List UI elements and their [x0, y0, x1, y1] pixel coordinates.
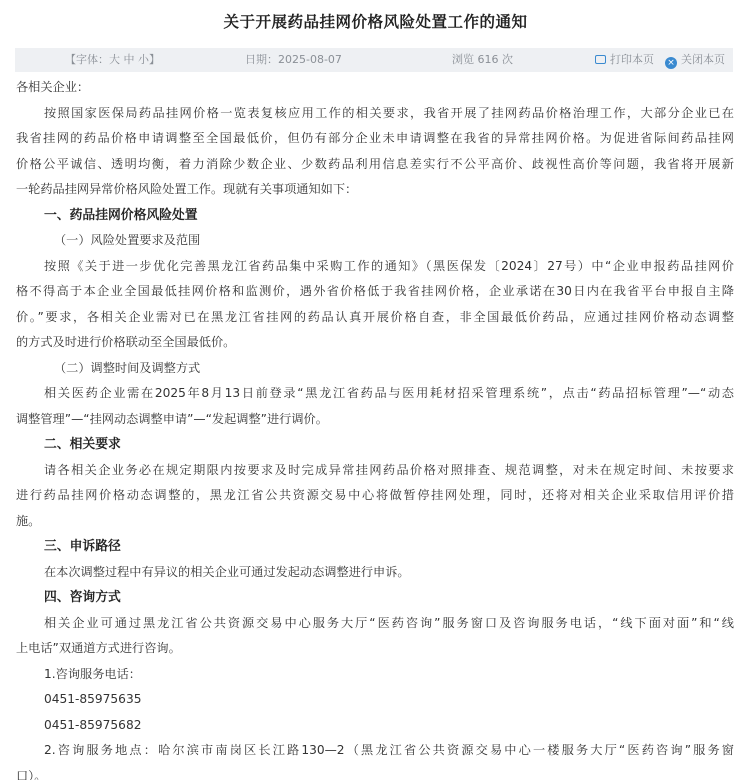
phone-number: 0451-85975635 [44, 692, 142, 706]
section-heading: 三、申诉路径 [44, 539, 121, 554]
subsection-heading: （二）调整时间及调整方式 [54, 360, 201, 375]
paragraph-line: 调整管理”—“挂网动态调整申请”—“发起调整”进行调价。 [16, 411, 328, 426]
salutation: 各相关企业： [16, 80, 90, 94]
paragraph-line: 相关企业可通过黑龙江省公共资源交易中心服务大厅“医药咨询”服务窗口及咨询服务电话，“线下面对面”和“线 [44, 615, 734, 630]
close-label: 关闭本页 [681, 53, 725, 66]
paragraph-line: 进行药品挂网价格动态调整的，黑龙江省公共资源交易中心将做暂停挂网处理，同时，还将对相关企业采取信用评价措 [16, 488, 734, 502]
phone-number: 0451-85975682 [44, 717, 142, 732]
subsection-heading: （一）风险处置要求及范围 [54, 233, 201, 247]
paragraph-line: 一轮药品挂网异常价格风险处置工作。现就有关事项通知如下： [16, 182, 358, 196]
paragraph-line: 在本次调整过程中有异议的相关企业可通过发起动态调整进行申诉。 [44, 564, 410, 579]
paragraph-line: 价。”要求，各相关企业需对已在黑龙江省挂网的药品认真开展价格自查，非全国最低价药品，应通过挂网价格动态调整 [16, 309, 734, 324]
paragraph-line: 格不得高于本企业全国最低挂网价格和监测价，遇外省价格低于我省挂网价格，企业承诺在30日内在我省平台申报自主降 [16, 284, 734, 298]
article-body [16, 75, 734, 780]
page-title: 关于开展药品挂网价格风险处置工作的通知 [223, 13, 528, 31]
info-bar [15, 48, 733, 72]
view-count: 浏览 616 次 [452, 53, 513, 66]
paragraph-line: 相关医药企业需在2025年8月13日前登录“黑龙江省药品与医用耗材招采管理系统”，点击“药品招标管理”—“动态 [44, 386, 734, 400]
paragraph-line: 请各相关企业务必在规定期限内按要求及时完成异常挂网药品价格对照排查、规范调整，对未在规定时间、未按要求 [44, 462, 734, 477]
publish-date: 日期：2025-08-07 [245, 53, 342, 66]
font-size-selector[interactable]: 【字体：大 中 小】 [65, 53, 160, 66]
print-label: 打印本页 [610, 53, 654, 66]
section-heading: 二、相关要求 [44, 437, 121, 452]
paragraph-line: 的方式及时进行价格联动至全国最低价。 [16, 335, 236, 349]
section-heading: 四、咨询方式 [44, 590, 121, 605]
contact-address: 2.咨询服务地点：哈尔滨市南岗区长江路130—2（黑龙江省公共资源交易中心一楼服务大厅“医药咨询”服务窗 [44, 743, 734, 757]
paragraph-line: 按照《关于进一步优化完善黑龙江省药品集中采购工作的通知》（黑医保发〔2024〕27号）中“企业申报药品挂网价 [44, 258, 734, 273]
contact-address-cont: 口）。 [16, 768, 47, 780]
printer-icon [595, 55, 606, 64]
paragraph-line: 施。 [16, 513, 41, 528]
contact-phone-label: 1.咨询服务电话： [44, 666, 141, 681]
paragraph-line: 我省挂网的药品价格申请调整至全国最低价，但仍有部分企业未申请调整在我省的异常挂网价格。为促进省际间药品挂网 [16, 131, 734, 145]
paragraph-line: 价格公平诚信、透明均衡，着力消除少数企业、少数药品利用信息差实行不公平高价、歧视性高价等问题，我省将开展新 [16, 156, 734, 171]
close-icon: × [665, 57, 677, 69]
print-page-button[interactable] [595, 48, 654, 72]
paragraph-line: 上电话”双通道方式进行咨询。 [16, 641, 181, 655]
close-page-button[interactable] [665, 48, 725, 72]
section-heading: 一、药品挂网价格风险处置 [44, 207, 198, 223]
paragraph-line: 按照国家医保局药品挂网价格一览表复核应用工作的相关要求，我省开展了挂网药品价格治理工作，大部分企业已在 [44, 105, 734, 120]
